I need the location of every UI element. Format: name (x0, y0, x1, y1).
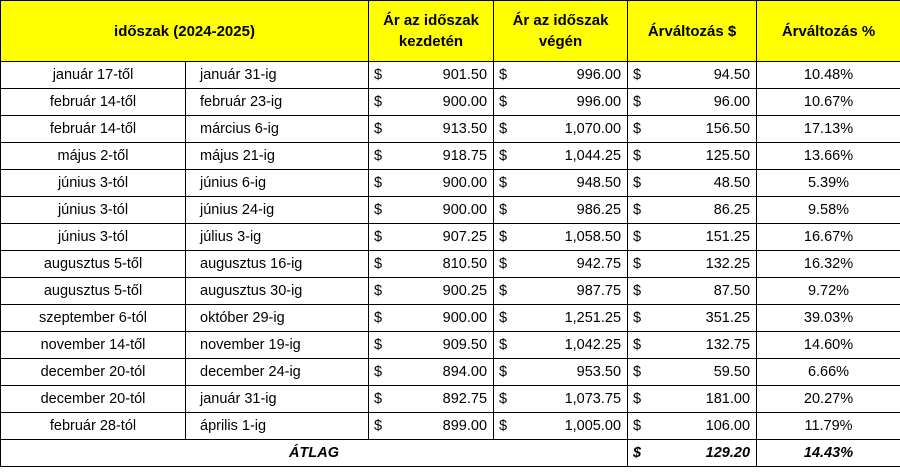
change-usd-cell-value: 156.50 (705, 121, 751, 137)
period-to-cell: április 1-ig (186, 413, 369, 440)
start-price-cell-value: 913.50 (442, 121, 488, 137)
currency-sign: $ (633, 229, 642, 245)
currency-sign: $ (499, 283, 508, 299)
end-price-cell-value: 1,005.00 (564, 418, 622, 434)
currency-sign: $ (374, 310, 383, 326)
start-price-cell-wrap (369, 229, 493, 245)
period-from-cell: augusztus 5-től (1, 278, 186, 305)
currency-sign: $ (374, 94, 383, 110)
period-to-cell: június 6-ig (186, 170, 369, 197)
table-row (1, 413, 900, 440)
header-start-price-line2: kezdetén (398, 33, 464, 50)
start-price-cell-value: 900.00 (442, 175, 488, 191)
currency-sign: $ (374, 391, 383, 407)
change-usd-cell (628, 413, 757, 440)
currency-sign: $ (374, 364, 383, 380)
currency-sign: $ (633, 283, 642, 299)
currency-sign: $ (633, 121, 642, 137)
change-usd-cell (628, 224, 757, 251)
end-price-cell-value: 996.00 (576, 94, 622, 110)
change-usd-cell-wrap (628, 148, 756, 164)
start-price-cell-value: 901.50 (442, 67, 488, 83)
currency-sign: $ (499, 121, 508, 137)
end-price-cell-wrap (494, 148, 627, 164)
table-row (1, 386, 900, 413)
currency-sign: $ (374, 256, 383, 272)
period-from-cell: június 3-tól (1, 170, 186, 197)
start-price-cell (369, 413, 494, 440)
change-usd-cell-value: 132.75 (705, 337, 751, 353)
change-usd-cell (628, 278, 757, 305)
start-price-cell-wrap (369, 283, 493, 299)
period-from-cell: december 20-tól (1, 359, 186, 386)
currency-sign: $ (374, 229, 383, 245)
start-price-cell-value: 894.00 (442, 364, 488, 380)
period-to-cell: január 31-ig (186, 62, 369, 89)
header-end-price (494, 1, 628, 62)
change-usd-cell-value: 106.00 (705, 418, 751, 434)
currency-sign: $ (499, 229, 508, 245)
period-from-cell: augusztus 5-től (1, 251, 186, 278)
start-price-cell-wrap (369, 175, 493, 191)
table-row (1, 359, 900, 386)
end-price-cell-value: 996.00 (576, 67, 622, 83)
change-usd-cell (628, 386, 757, 413)
start-price-cell (369, 332, 494, 359)
currency-sign: $ (374, 121, 383, 137)
currency-sign: $ (633, 175, 642, 191)
period-to-cell: október 29-ig (186, 305, 369, 332)
table-row (1, 305, 900, 332)
header-row (1, 1, 900, 62)
table-row (1, 89, 900, 116)
currency-sign: $ (374, 337, 383, 353)
change-usd-cell (628, 332, 757, 359)
period-from-cell: május 2-től (1, 143, 186, 170)
change-pct-cell: 10.48% (757, 62, 900, 89)
end-price-cell-wrap (494, 310, 627, 326)
change-usd-cell-wrap (628, 310, 756, 326)
period-to-cell: május 21-ig (186, 143, 369, 170)
change-usd-cell (628, 116, 757, 143)
start-price-cell-value: 892.75 (442, 391, 488, 407)
end-price-cell-wrap (494, 337, 627, 353)
start-price-cell-wrap (369, 256, 493, 272)
start-price-cell (369, 278, 494, 305)
start-price-cell (369, 305, 494, 332)
header-change-pct: Árváltozás % (757, 1, 900, 62)
end-price-cell-wrap (494, 202, 627, 218)
currency-sign: $ (374, 202, 383, 218)
change-usd-cell-wrap (628, 202, 756, 218)
change-usd-cell-wrap (628, 229, 756, 245)
period-from-cell: február 14-től (1, 89, 186, 116)
change-pct-cell: 5.39% (757, 170, 900, 197)
end-price-cell (494, 116, 628, 143)
start-price-cell-wrap (369, 67, 493, 83)
currency-sign: $ (499, 256, 508, 272)
change-usd-cell-value: 181.00 (705, 391, 751, 407)
currency-sign: $ (499, 337, 508, 353)
change-usd-cell-value: 125.50 (705, 148, 751, 164)
start-price-cell-wrap (369, 148, 493, 164)
end-price-cell (494, 305, 628, 332)
end-price-cell (494, 386, 628, 413)
start-price-cell-wrap (369, 121, 493, 137)
change-pct-cell: 9.72% (757, 278, 900, 305)
end-price-cell-wrap (494, 175, 627, 191)
start-price-cell-value: 900.25 (442, 283, 488, 299)
start-price-cell (369, 62, 494, 89)
end-price-cell (494, 62, 628, 89)
currency-sign: $ (633, 256, 642, 272)
currency-sign: $ (633, 67, 642, 83)
end-price-cell-value: 1,070.00 (564, 121, 622, 137)
table-row (1, 116, 900, 143)
end-price-cell (494, 413, 628, 440)
change-usd-cell (628, 143, 757, 170)
currency-sign: $ (633, 94, 642, 110)
period-from-cell: január 17-től (1, 62, 186, 89)
end-price-cell-value: 1,058.50 (564, 229, 622, 245)
end-price-cell-wrap (494, 256, 627, 272)
change-usd-cell-wrap (628, 364, 756, 380)
start-price-cell (369, 170, 494, 197)
change-usd-cell-wrap (628, 175, 756, 191)
period-to-cell: február 23-ig (186, 89, 369, 116)
period-from-cell: február 28-tól (1, 413, 186, 440)
currency-sign: $ (499, 94, 508, 110)
change-usd-cell-value: 132.25 (705, 256, 751, 272)
change-usd-cell (628, 305, 757, 332)
start-price-cell-value: 909.50 (442, 337, 488, 353)
currency-sign: $ (499, 310, 508, 326)
currency-sign: $ (374, 148, 383, 164)
end-price-cell (494, 332, 628, 359)
table-row (1, 143, 900, 170)
change-usd-cell-wrap (628, 67, 756, 83)
change-pct-cell: 14.60% (757, 332, 900, 359)
start-price-cell-value: 907.25 (442, 229, 488, 245)
currency-sign: $ (633, 418, 642, 434)
period-from-cell: december 20-tól (1, 386, 186, 413)
start-price-cell (369, 386, 494, 413)
change-usd-cell-value: 87.50 (713, 283, 751, 299)
change-usd-cell-value: 151.25 (705, 229, 751, 245)
change-pct-cell: 10.67% (757, 89, 900, 116)
period-from-cell: november 14-től (1, 332, 186, 359)
period-to-cell: július 3-ig (186, 224, 369, 251)
change-usd-cell (628, 62, 757, 89)
start-price-cell-wrap (369, 94, 493, 110)
change-usd-cell-value: 48.50 (713, 175, 751, 191)
end-price-cell-wrap (494, 364, 627, 380)
period-to-cell: március 6-ig (186, 116, 369, 143)
start-price-cell-wrap (369, 391, 493, 407)
change-usd-cell-value: 96.00 (713, 94, 751, 110)
average-change-usd-wrap (628, 445, 756, 461)
end-price-cell (494, 143, 628, 170)
currency-sign: $ (633, 445, 642, 461)
header-change-usd: Árváltozás $ (628, 1, 757, 62)
header-end-price-line1: Ár az időszak (512, 12, 609, 29)
start-price-cell-value: 900.00 (442, 202, 488, 218)
average-change-usd-cell (628, 440, 757, 467)
start-price-cell-wrap (369, 202, 493, 218)
change-usd-cell-value: 59.50 (713, 364, 751, 380)
end-price-cell-wrap (494, 229, 627, 245)
currency-sign: $ (633, 148, 642, 164)
end-price-cell-wrap (494, 418, 627, 434)
currency-sign: $ (499, 364, 508, 380)
end-price-cell (494, 89, 628, 116)
start-price-cell (369, 224, 494, 251)
change-pct-cell: 9.58% (757, 197, 900, 224)
end-price-cell-value: 1,251.25 (564, 310, 622, 326)
change-usd-cell-value: 351.25 (705, 310, 751, 326)
end-price-cell-value: 942.75 (576, 256, 622, 272)
currency-sign: $ (499, 175, 508, 191)
average-change-pct-cell: 14.43% (757, 440, 900, 467)
currency-sign: $ (374, 67, 383, 83)
period-from-cell: június 3-tól (1, 224, 186, 251)
change-pct-cell: 16.67% (757, 224, 900, 251)
currency-sign: $ (374, 175, 383, 191)
change-usd-cell-wrap (628, 121, 756, 137)
start-price-cell-value: 918.75 (442, 148, 488, 164)
change-usd-cell-wrap (628, 418, 756, 434)
start-price-cell-wrap (369, 418, 493, 434)
currency-sign: $ (499, 148, 508, 164)
header-end-price-line2: végén (538, 33, 583, 50)
average-change-usd-value: 129.20 (705, 445, 751, 461)
period-to-cell: november 19-ig (186, 332, 369, 359)
change-usd-cell-wrap (628, 337, 756, 353)
change-usd-cell (628, 251, 757, 278)
end-price-cell-value: 953.50 (576, 364, 622, 380)
start-price-cell-value: 900.00 (442, 310, 488, 326)
end-price-cell (494, 278, 628, 305)
table-body (1, 1, 900, 467)
table-row (1, 224, 900, 251)
end-price-cell-wrap (494, 121, 627, 137)
table-row (1, 197, 900, 224)
start-price-cell-wrap (369, 337, 493, 353)
end-price-cell-value: 1,042.25 (564, 337, 622, 353)
end-price-cell (494, 197, 628, 224)
start-price-cell (369, 197, 494, 224)
change-usd-cell (628, 197, 757, 224)
start-price-cell (369, 359, 494, 386)
header-start-price (369, 1, 494, 62)
end-price-cell (494, 170, 628, 197)
end-price-cell (494, 251, 628, 278)
change-usd-cell-wrap (628, 256, 756, 272)
change-usd-cell (628, 359, 757, 386)
start-price-cell (369, 89, 494, 116)
end-price-cell-value: 987.75 (576, 283, 622, 299)
end-price-cell-wrap (494, 391, 627, 407)
end-price-cell-value: 986.25 (576, 202, 622, 218)
end-price-cell-value: 948.50 (576, 175, 622, 191)
start-price-cell (369, 116, 494, 143)
period-to-cell: június 24-ig (186, 197, 369, 224)
period-to-cell: augusztus 16-ig (186, 251, 369, 278)
period-from-cell: február 14-től (1, 116, 186, 143)
change-pct-cell: 39.03% (757, 305, 900, 332)
start-price-cell-wrap (369, 364, 493, 380)
change-usd-cell-value: 94.50 (713, 67, 751, 83)
header-period: időszak (2024-2025) (1, 1, 369, 62)
period-from-cell: szeptember 6-tól (1, 305, 186, 332)
currency-sign: $ (499, 67, 508, 83)
currency-sign: $ (633, 364, 642, 380)
table-row (1, 278, 900, 305)
change-usd-cell-wrap (628, 94, 756, 110)
table-row (1, 62, 900, 89)
table-row (1, 170, 900, 197)
start-price-cell-value: 810.50 (442, 256, 488, 272)
end-price-cell-value: 1,044.25 (564, 148, 622, 164)
period-from-cell: június 3-tól (1, 197, 186, 224)
start-price-cell (369, 143, 494, 170)
currency-sign: $ (633, 391, 642, 407)
end-price-cell (494, 224, 628, 251)
period-to-cell: december 24-ig (186, 359, 369, 386)
period-to-cell: augusztus 30-ig (186, 278, 369, 305)
period-to-cell: január 31-ig (186, 386, 369, 413)
change-pct-cell: 13.66% (757, 143, 900, 170)
currency-sign: $ (633, 202, 642, 218)
change-usd-cell-wrap (628, 283, 756, 299)
end-price-cell-value: 1,073.75 (564, 391, 622, 407)
end-price-cell-wrap (494, 67, 627, 83)
change-usd-cell (628, 89, 757, 116)
table-row (1, 332, 900, 359)
end-price-cell (494, 359, 628, 386)
currency-sign: $ (633, 310, 642, 326)
start-price-cell (369, 251, 494, 278)
change-usd-cell-wrap (628, 391, 756, 407)
table-row (1, 251, 900, 278)
average-row (1, 440, 900, 467)
change-pct-cell: 17.13% (757, 116, 900, 143)
currency-sign: $ (374, 283, 383, 299)
change-usd-cell-value: 86.25 (713, 202, 751, 218)
change-pct-cell: 6.66% (757, 359, 900, 386)
end-price-cell-wrap (494, 94, 627, 110)
currency-sign: $ (499, 418, 508, 434)
currency-sign: $ (499, 202, 508, 218)
currency-sign: $ (633, 337, 642, 353)
end-price-cell-wrap (494, 283, 627, 299)
start-price-cell-wrap (369, 310, 493, 326)
currency-sign: $ (499, 391, 508, 407)
change-pct-cell: 16.32% (757, 251, 900, 278)
average-label: ÁTLAG (1, 440, 628, 467)
currency-sign: $ (374, 418, 383, 434)
change-usd-cell (628, 170, 757, 197)
start-price-cell-value: 899.00 (442, 418, 488, 434)
change-pct-cell: 11.79% (757, 413, 900, 440)
header-start-price-line1: Ár az időszak (383, 12, 479, 29)
start-price-cell-value: 900.00 (442, 94, 488, 110)
change-pct-cell: 20.27% (757, 386, 900, 413)
